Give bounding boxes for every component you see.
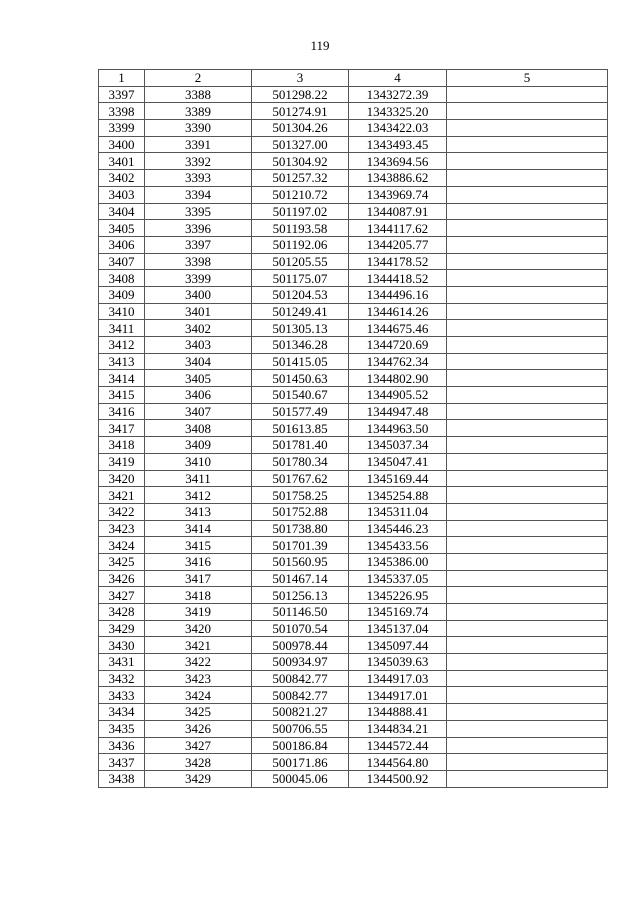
table-cell: 3416	[145, 553, 252, 570]
table-cell: 501249.41	[252, 303, 349, 320]
table-cell: 500842.77	[252, 670, 349, 687]
table-cell	[447, 537, 608, 554]
table-row	[99, 286, 608, 303]
table-cell: 1344418.52	[349, 270, 447, 287]
table-row	[99, 120, 608, 137]
table-cell: 1344572.44	[349, 737, 447, 754]
table-cell: 3406	[99, 236, 145, 253]
table-cell: 3422	[99, 503, 145, 520]
table-cell: 501298.22	[252, 86, 349, 103]
table-cell	[447, 403, 608, 420]
table-cell: 3407	[99, 253, 145, 270]
table-row	[99, 353, 608, 370]
table-cell: 3415	[99, 387, 145, 404]
table-cell	[447, 320, 608, 337]
table-cell: 501540.67	[252, 387, 349, 404]
table-cell: 500186.84	[252, 737, 349, 754]
table-cell: 3428	[145, 754, 252, 771]
table-cell: 3436	[99, 737, 145, 754]
table-cell	[447, 153, 608, 170]
table-cell	[447, 353, 608, 370]
table-cell: 3405	[99, 220, 145, 237]
table-cell: 3423	[145, 670, 252, 687]
table-cell	[447, 103, 608, 120]
table-cell	[447, 220, 608, 237]
table-cell: 3430	[99, 637, 145, 654]
table-cell	[447, 186, 608, 203]
table-cell: 501467.14	[252, 570, 349, 587]
table-cell	[447, 387, 608, 404]
table-cell: 1344917.03	[349, 670, 447, 687]
table-cell: 1344834.21	[349, 720, 447, 737]
table-cell: 3421	[99, 487, 145, 504]
table-cell: 500934.97	[252, 654, 349, 671]
table-cell: 3419	[145, 604, 252, 621]
table-cell	[447, 136, 608, 153]
table-cell: 1343422.03	[349, 120, 447, 137]
table-cell: 501450.63	[252, 370, 349, 387]
table-row	[99, 103, 608, 120]
table-cell: 1345047.41	[349, 453, 447, 470]
table-cell: 501577.49	[252, 403, 349, 420]
table-cell: 501781.40	[252, 437, 349, 454]
table-cell: 1344762.34	[349, 353, 447, 370]
table-cell: 501780.34	[252, 453, 349, 470]
table-cell: 3412	[99, 337, 145, 354]
table-cell: 501752.88	[252, 503, 349, 520]
table-cell: 3396	[145, 220, 252, 237]
table-cell: 3404	[145, 353, 252, 370]
table-cell: 1345386.00	[349, 553, 447, 570]
table-cell: 3418	[145, 587, 252, 604]
table-row	[99, 220, 608, 237]
table-cell: 1344802.90	[349, 370, 447, 387]
table-row	[99, 553, 608, 570]
table-cell: 3403	[99, 186, 145, 203]
table-row	[99, 670, 608, 687]
table-cell: 501304.26	[252, 120, 349, 137]
table-header-row	[99, 70, 608, 87]
table-row	[99, 203, 608, 220]
table-cell	[447, 420, 608, 437]
table-cell: 500171.86	[252, 754, 349, 771]
table-cell: 501204.53	[252, 286, 349, 303]
table-cell: 1345169.74	[349, 604, 447, 621]
table-cell: 501346.28	[252, 337, 349, 354]
table-cell: 501415.05	[252, 353, 349, 370]
table-cell: 1343969.74	[349, 186, 447, 203]
table-cell: 501701.39	[252, 537, 349, 554]
table-cell: 3401	[99, 153, 145, 170]
table-row	[99, 737, 608, 754]
table-cell: 3404	[99, 203, 145, 220]
table-cell: 1343886.62	[349, 170, 447, 187]
table-row	[99, 537, 608, 554]
table-cell: 500045.06	[252, 770, 349, 787]
table-row	[99, 437, 608, 454]
table-cell: 3399	[99, 120, 145, 137]
table-cell: 3433	[99, 687, 145, 704]
table-cell: 501257.32	[252, 170, 349, 187]
table-cell	[447, 253, 608, 270]
table-cell	[447, 553, 608, 570]
table-cell: 3395	[145, 203, 252, 220]
table-row	[99, 654, 608, 671]
table-cell	[447, 286, 608, 303]
table-cell: 3417	[99, 420, 145, 437]
table-cell: 501274.91	[252, 103, 349, 120]
table-cell: 3392	[145, 153, 252, 170]
table-row	[99, 770, 608, 787]
table-cell: 500706.55	[252, 720, 349, 737]
table-cell: 3429	[145, 770, 252, 787]
table-cell	[447, 720, 608, 737]
table-row	[99, 570, 608, 587]
table-cell: 501327.00	[252, 136, 349, 153]
table-cell	[447, 770, 608, 787]
table-cell: 3397	[145, 236, 252, 253]
table-cell: 1344117.62	[349, 220, 447, 237]
table-cell: 3428	[99, 604, 145, 621]
table-cell: 501205.55	[252, 253, 349, 270]
table-cell: 501070.54	[252, 620, 349, 637]
coordinates-table	[98, 69, 608, 788]
table-cell: 3408	[145, 420, 252, 437]
table-cell: 1345169.44	[349, 470, 447, 487]
table-cell: 3409	[99, 286, 145, 303]
table-cell: 3431	[99, 654, 145, 671]
table-cell: 3402	[145, 320, 252, 337]
table-cell	[447, 236, 608, 253]
table-cell: 3410	[145, 453, 252, 470]
table-cell	[447, 337, 608, 354]
table-cell: 3409	[145, 437, 252, 454]
table-cell: 3400	[145, 286, 252, 303]
table-cell: 3397	[99, 86, 145, 103]
table-row	[99, 754, 608, 771]
table-cell: 3393	[145, 170, 252, 187]
table-row	[99, 236, 608, 253]
table-cell: 1344947.48	[349, 403, 447, 420]
table-row	[99, 170, 608, 187]
table-cell: 1345311.04	[349, 503, 447, 520]
table-row	[99, 503, 608, 520]
table-cell: 500821.27	[252, 704, 349, 721]
table-cell: 1344205.77	[349, 236, 447, 253]
table-cell: 3390	[145, 120, 252, 137]
table-cell	[447, 620, 608, 637]
table-cell	[447, 170, 608, 187]
table-row	[99, 387, 608, 404]
table-cell: 3434	[99, 704, 145, 721]
table-cell: 3402	[99, 170, 145, 187]
table-cell: 501767.62	[252, 470, 349, 487]
column-header: 4	[349, 70, 447, 87]
table-row	[99, 253, 608, 270]
table-cell: 1345446.23	[349, 520, 447, 537]
table-cell: 1344963.50	[349, 420, 447, 437]
table-cell	[447, 303, 608, 320]
table-cell: 3415	[145, 537, 252, 554]
table-cell: 3389	[145, 103, 252, 120]
table-cell: 1345337.05	[349, 570, 447, 587]
table-cell: 3405	[145, 370, 252, 387]
table-cell: 3424	[145, 687, 252, 704]
table-cell: 501210.72	[252, 186, 349, 203]
table-cell: 3420	[145, 620, 252, 637]
table-cell: 3435	[99, 720, 145, 737]
table-cell: 3423	[99, 520, 145, 537]
table-cell: 1345037.34	[349, 437, 447, 454]
table-cell: 3418	[99, 437, 145, 454]
table-row	[99, 453, 608, 470]
table-cell	[447, 754, 608, 771]
table-row	[99, 687, 608, 704]
table-cell: 1345433.56	[349, 537, 447, 554]
table-row	[99, 337, 608, 354]
table-row	[99, 487, 608, 504]
table-cell: 1345254.88	[349, 487, 447, 504]
table-cell: 3399	[145, 270, 252, 287]
table-cell: 3406	[145, 387, 252, 404]
column-header: 3	[252, 70, 349, 87]
table-cell: 3394	[145, 186, 252, 203]
table-row	[99, 420, 608, 437]
table-row	[99, 303, 608, 320]
table-row	[99, 720, 608, 737]
table-cell: 3420	[99, 470, 145, 487]
table-cell: 500842.77	[252, 687, 349, 704]
table-cell: 3398	[145, 253, 252, 270]
table-cell: 3419	[99, 453, 145, 470]
table-cell	[447, 86, 608, 103]
column-header: 5	[447, 70, 608, 87]
column-header: 2	[145, 70, 252, 87]
table-cell: 1343493.45	[349, 136, 447, 153]
column-header: 1	[99, 70, 145, 87]
table-cell: 3408	[99, 270, 145, 287]
table-cell	[447, 270, 608, 287]
table-row	[99, 587, 608, 604]
table-cell: 3411	[145, 470, 252, 487]
table-cell	[447, 453, 608, 470]
table-cell: 1345137.04	[349, 620, 447, 637]
table-cell: 1344917.01	[349, 687, 447, 704]
table-cell: 1345097.44	[349, 637, 447, 654]
table-cell: 3417	[145, 570, 252, 587]
table-cell: 501197.02	[252, 203, 349, 220]
table-row	[99, 403, 608, 420]
table-row	[99, 320, 608, 337]
table-cell: 1344496.16	[349, 286, 447, 303]
table-cell: 501256.13	[252, 587, 349, 604]
table-cell: 1344905.52	[349, 387, 447, 404]
table-cell: 3391	[145, 136, 252, 153]
table-cell: 3410	[99, 303, 145, 320]
table-cell: 3411	[99, 320, 145, 337]
table-cell: 3414	[99, 370, 145, 387]
table-cell: 3407	[145, 403, 252, 420]
table-cell: 1344614.26	[349, 303, 447, 320]
page-number: 119	[310, 38, 330, 53]
table-cell: 3432	[99, 670, 145, 687]
table-cell: 3412	[145, 487, 252, 504]
table-cell: 3388	[145, 86, 252, 103]
table-row	[99, 136, 608, 153]
table-cell: 3403	[145, 337, 252, 354]
table-cell: 3401	[145, 303, 252, 320]
table-cell: 1344178.52	[349, 253, 447, 270]
table-cell: 1344564.80	[349, 754, 447, 771]
table-cell: 3426	[145, 720, 252, 737]
table-cell	[447, 487, 608, 504]
table-cell: 1343325.20	[349, 103, 447, 120]
table-cell: 1344500.92	[349, 770, 447, 787]
table-cell: 501175.07	[252, 270, 349, 287]
table-cell: 3427	[99, 587, 145, 604]
table-cell: 3413	[99, 353, 145, 370]
table-cell: 1345039.63	[349, 654, 447, 671]
table-row	[99, 520, 608, 537]
table-row	[99, 370, 608, 387]
table-cell	[447, 120, 608, 137]
table-cell	[447, 670, 608, 687]
table-row	[99, 620, 608, 637]
table-cell: 501193.58	[252, 220, 349, 237]
table-row	[99, 604, 608, 621]
table-cell: 3413	[145, 503, 252, 520]
table-row	[99, 153, 608, 170]
table-cell: 501146.50	[252, 604, 349, 621]
table-cell: 3398	[99, 103, 145, 120]
table-cell: 501758.25	[252, 487, 349, 504]
table-cell: 3422	[145, 654, 252, 671]
table-cell	[447, 370, 608, 387]
table-row	[99, 186, 608, 203]
table-cell	[447, 470, 608, 487]
table-row	[99, 637, 608, 654]
table-cell	[447, 637, 608, 654]
table-cell	[447, 503, 608, 520]
table-cell: 3421	[145, 637, 252, 654]
table-cell: 3416	[99, 403, 145, 420]
table-cell	[447, 704, 608, 721]
table-cell: 1344087.91	[349, 203, 447, 220]
table-cell: 3429	[99, 620, 145, 637]
table-cell	[447, 604, 608, 621]
table-cell	[447, 520, 608, 537]
table-cell: 3438	[99, 770, 145, 787]
table-cell: 1345226.95	[349, 587, 447, 604]
table-cell: 1344888.41	[349, 704, 447, 721]
table-cell	[447, 437, 608, 454]
table-body	[99, 86, 608, 787]
table-cell: 3400	[99, 136, 145, 153]
table-row	[99, 470, 608, 487]
table-cell: 501192.06	[252, 236, 349, 253]
table-cell: 3424	[99, 537, 145, 554]
table-cell: 1343694.56	[349, 153, 447, 170]
table-row	[99, 86, 608, 103]
table-cell	[447, 203, 608, 220]
table-cell: 3414	[145, 520, 252, 537]
table-cell	[447, 587, 608, 604]
table-cell: 501560.95	[252, 553, 349, 570]
table-cell: 501613.85	[252, 420, 349, 437]
table-cell	[447, 687, 608, 704]
table-cell	[447, 570, 608, 587]
table-cell: 3427	[145, 737, 252, 754]
table-row	[99, 270, 608, 287]
table-cell: 501738.80	[252, 520, 349, 537]
table-cell: 3437	[99, 754, 145, 771]
table-row	[99, 704, 608, 721]
table-cell: 1343272.39	[349, 86, 447, 103]
table-cell: 3425	[99, 553, 145, 570]
table-cell: 501304.92	[252, 153, 349, 170]
table-cell	[447, 737, 608, 754]
table-cell	[447, 654, 608, 671]
table-cell: 1344720.69	[349, 337, 447, 354]
table-cell: 500978.44	[252, 637, 349, 654]
table-cell: 1344675.46	[349, 320, 447, 337]
table-cell: 3426	[99, 570, 145, 587]
table-cell: 501305.13	[252, 320, 349, 337]
table-cell: 3425	[145, 704, 252, 721]
